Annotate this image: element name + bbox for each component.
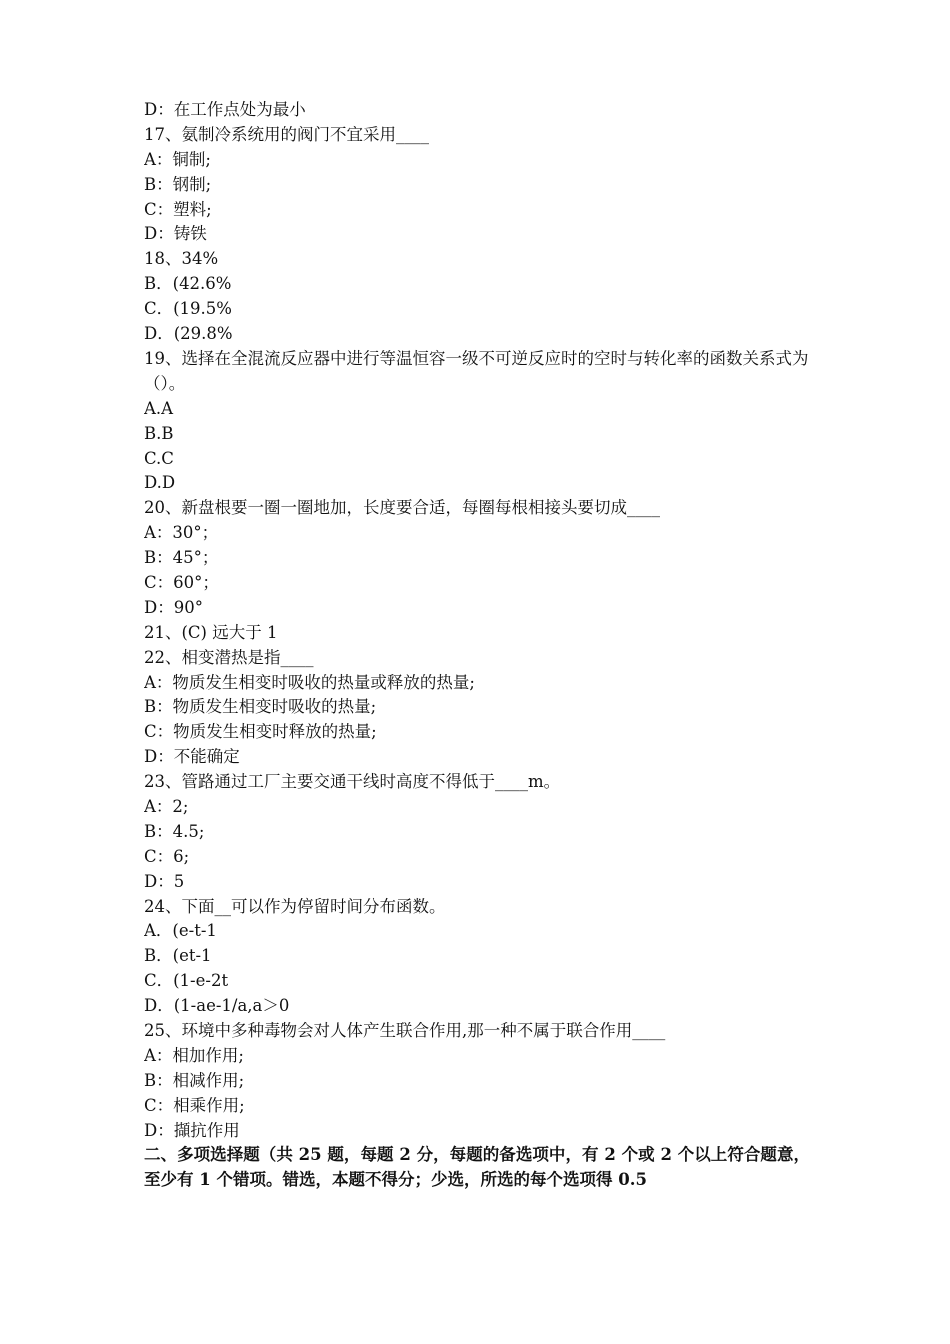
- option-line: D：90°: [144, 597, 203, 617]
- option-line: C．(1-e-2t: [144, 971, 229, 991]
- option-line: D．(29.8%: [144, 324, 233, 344]
- option-line: B．(42.6%: [144, 274, 232, 294]
- option-line: A：铜制;: [144, 149, 211, 169]
- option-line: C：物质发生相变时释放的热量;: [144, 722, 377, 742]
- option-line: C．(19.5%: [144, 299, 232, 319]
- option-line: C：相乘作用;: [144, 1095, 245, 1115]
- question-18: 18、34%: [144, 249, 219, 269]
- option-line: D.D: [144, 473, 176, 493]
- question-23: 23、管路通过工厂主要交通干线时高度不得低于____m。: [144, 772, 561, 792]
- question-21: 21、(C) 远大于 1: [144, 622, 278, 642]
- question-20: 20、新盘根要一圈一圈地加，长度要合适，每圈每根相接头要切成____: [144, 498, 660, 518]
- option-line: B．(et-1: [144, 946, 212, 966]
- option-line: A：物质发生相变时吸收的热量或释放的热量;: [144, 672, 475, 692]
- option-line: D：不能确定: [144, 747, 240, 767]
- option-line: D：擷抗作用: [144, 1120, 240, 1140]
- option-line: B：钢制;: [144, 174, 212, 194]
- option-line: A：30°；: [144, 523, 219, 543]
- option-line: D：铸铁: [144, 224, 207, 244]
- option-line: C：塑料;: [144, 199, 212, 219]
- option-line: B：物质发生相变时吸收的热量;: [144, 697, 377, 717]
- document-body: [144, 98, 810, 1193]
- question-24: 24、下面__可以作为停留时间分布函数。: [144, 896, 446, 916]
- option-line: B：4.5;: [144, 821, 205, 841]
- option-line: B：45°；: [144, 548, 219, 568]
- option-line: D：5: [144, 871, 185, 891]
- option-line: A．(e-t-1: [144, 921, 217, 941]
- option-line: C：60°；: [144, 572, 219, 592]
- question-19: 19、选择在全混流反应器中进行等温恒容一级不可逆反应时的空时与转化率的函数关系式为（）。: [144, 348, 809, 393]
- option-line: A：2;: [144, 796, 189, 816]
- section-heading: 二、多项选择题（共 25 题，每题 2 分，每题的备选项中，有 2 个或 2 个以上符合题意，至少有 1 个错项。错选，本题不得分；少选，所选的每个选项得 0.5: [144, 1145, 810, 1190]
- option-line: B：相减作用;: [144, 1070, 245, 1090]
- option-line: C：6;: [144, 846, 190, 866]
- option-line: D．(1-ae-1/a,a＞0: [144, 996, 290, 1016]
- option-line: C.C: [144, 448, 174, 468]
- question-25: 25、环境中多种毒物会对人体产生联合作用,那一种不属于联合作用____: [144, 1020, 666, 1040]
- option-line: A.A: [144, 398, 174, 418]
- question-22: 22、相变潜热是指____: [144, 647, 314, 667]
- option-line: A：相加作用;: [144, 1045, 244, 1065]
- text-line: D：在工作点处为最小: [144, 100, 306, 119]
- question-17: 17、氨制冷系统用的阀门不宜采用____: [144, 124, 429, 144]
- option-line: B.B: [144, 423, 174, 443]
